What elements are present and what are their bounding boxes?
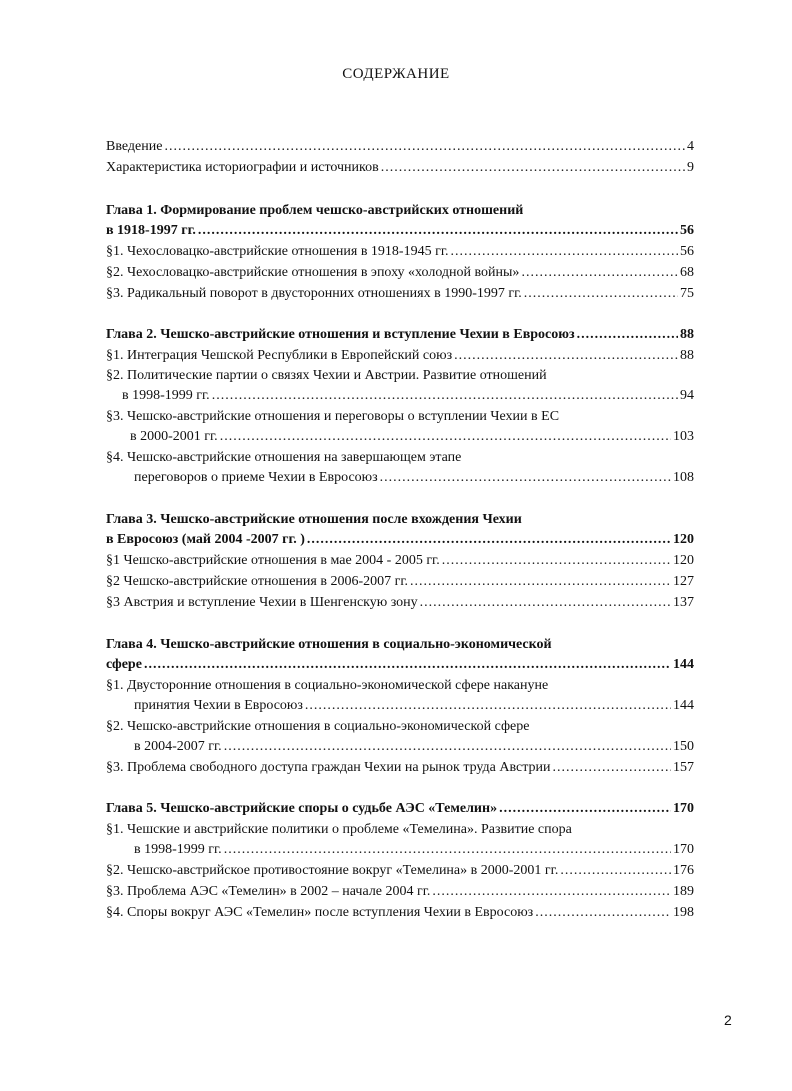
section-1-3[interactable] <box>106 285 694 303</box>
section-4-1-cont[interactable] <box>134 697 694 715</box>
chapter-1-heading-cont[interactable] <box>106 222 694 240</box>
section-page-number: 127 <box>673 574 694 589</box>
section-title: §2. Чешско-австрийское противостояние вокруг «Темелина» в 2000-2001 гг. <box>106 863 559 878</box>
chapter-page-number: 144 <box>673 657 694 672</box>
section-5-3[interactable] <box>106 883 694 901</box>
section-title-cont: в 2004-2007 гг. <box>134 739 222 754</box>
section-title-cont: переговоров о приеме Чехии в Евросоюз <box>134 470 378 485</box>
chapter-3-heading-cont[interactable] <box>106 531 694 549</box>
section-page-number: 170 <box>673 842 694 857</box>
toc-entry-text: Характеристика историографии и источников <box>106 160 379 175</box>
section-page-number: 94 <box>680 388 694 403</box>
section-page-number: 75 <box>680 286 694 301</box>
leader-dots <box>454 347 678 365</box>
section-title: §2. Чехословацко-австрийские отношения в эпоху «холодной войны» <box>106 265 520 280</box>
chapter-4-heading[interactable] <box>106 636 694 654</box>
section-page-number: 157 <box>673 760 694 775</box>
leader-dots <box>144 656 671 674</box>
section-title: §1. Двусторонние отношения в социально-экономической сфере накануне <box>106 678 549 693</box>
leader-dots <box>212 387 678 405</box>
section-5-1-cont[interactable] <box>134 841 694 859</box>
section-5-1[interactable] <box>106 821 694 839</box>
leader-dots <box>521 264 678 282</box>
section-page-number: 189 <box>673 884 694 899</box>
section-title-cont: в 1998-1999 гг. <box>122 388 210 403</box>
chapter-4-heading-cont[interactable] <box>106 656 694 674</box>
section-3-1[interactable] <box>106 552 694 570</box>
section-4-2[interactable] <box>106 718 694 736</box>
section-page-number: 198 <box>673 905 694 920</box>
section-3-3[interactable] <box>106 594 694 612</box>
chapter-2-heading[interactable] <box>106 326 694 344</box>
section-title: §2. Политические партии о связях Чехии и Австрии. Развитие отношений <box>106 368 547 383</box>
section-title: §1. Интеграция Чешской Республики в Европейский союз <box>106 348 453 363</box>
section-page-number: 88 <box>680 348 694 363</box>
chapter-title-cont: в 1918-1997 гг. <box>106 223 196 238</box>
leader-dots <box>164 138 685 156</box>
toc-entry-historiography[interactable] <box>106 159 694 177</box>
section-title: §3. Проблема АЭС «Темелин» в 2002 – начале 2004 гг. <box>106 884 431 899</box>
chapter-page-number: 170 <box>673 801 694 816</box>
leader-dots <box>432 883 671 901</box>
chapter-title-cont: в Евросоюз (май 2004 -2007 гг. ) <box>106 532 305 547</box>
section-title: §3. Проблема свободного доступа граждан Чехии на рынок труда Австрии <box>106 760 551 775</box>
section-page-number: 176 <box>673 863 694 878</box>
section-page-number: 108 <box>673 470 694 485</box>
chapter-title: Глава 5. Чешско-австрийские споры о судьбе АЭС «Темелин» <box>106 801 498 816</box>
leader-dots <box>220 428 671 446</box>
toc-entry-text: Введение <box>106 139 163 154</box>
section-2-4[interactable] <box>106 449 694 467</box>
section-2-3-cont[interactable] <box>130 428 694 446</box>
section-4-1[interactable] <box>106 677 694 695</box>
leader-dots <box>380 469 671 487</box>
leader-dots <box>499 800 671 818</box>
leader-dots <box>224 738 671 756</box>
section-title-cont: принятия Чехии в Евросоюз <box>134 698 303 713</box>
section-title-cont: в 2000-2001 гг. <box>130 429 218 444</box>
chapter-page-number: 88 <box>680 327 694 342</box>
section-title: §4. Споры вокруг АЭС «Темелин» после вступления Чехии в Евросоюз <box>106 905 534 920</box>
page-number: 2 <box>724 1012 732 1028</box>
chapter-1-heading[interactable] <box>106 202 694 220</box>
section-4-2-cont[interactable] <box>134 738 694 756</box>
section-page-number: 56 <box>680 244 694 259</box>
leader-dots <box>410 573 671 591</box>
section-4-3[interactable] <box>106 759 694 777</box>
section-2-1[interactable] <box>106 347 694 365</box>
section-title: §2 Чешско-австрийские отношения в 2006-2007 гг. <box>106 574 409 589</box>
section-2-2-cont[interactable] <box>122 387 694 405</box>
section-title: §1. Чешские и австрийские политики о проблеме «Темелина». Развитие спора <box>106 822 572 837</box>
leader-dots <box>198 222 678 240</box>
chapter-page-number: 56 <box>680 223 694 238</box>
section-page-number: 68 <box>680 265 694 280</box>
section-5-2[interactable] <box>106 862 694 880</box>
section-5-4[interactable] <box>106 904 694 922</box>
section-title: §4. Чешско-австрийские отношения на завершающем этапе <box>106 450 462 465</box>
section-1-1[interactable] <box>106 243 694 261</box>
section-page-number: 144 <box>673 698 694 713</box>
section-2-4-cont[interactable] <box>134 469 694 487</box>
section-page-number: 120 <box>673 553 694 568</box>
section-title-cont: в 1998-1999 гг. <box>134 842 222 857</box>
chapter-title: Глава 4. Чешско-австрийские отношения в социально-экономической <box>106 637 552 652</box>
section-page-number: 137 <box>673 595 694 610</box>
section-page-number: 150 <box>673 739 694 754</box>
leader-dots <box>420 594 671 612</box>
page-title: СОДЕРЖАНИЕ <box>342 66 450 82</box>
leader-dots <box>381 159 685 177</box>
section-page-number: 103 <box>673 429 694 444</box>
chapter-title-cont: сфере <box>106 657 142 672</box>
leader-dots <box>442 552 671 570</box>
section-title: §3 Австрия и вступление Чехии в Шенгенскую зону <box>106 595 418 610</box>
section-2-2[interactable] <box>106 367 694 385</box>
section-title: §3. Радикальный поворот в двусторонних отношениях в 1990-1997 гг. <box>106 286 522 301</box>
chapter-5-heading[interactable] <box>106 800 694 818</box>
chapter-title: Глава 3. Чешско-австрийские отношения после вхождения Чехии <box>106 512 522 527</box>
leader-dots <box>560 862 671 880</box>
leader-dots <box>307 531 671 549</box>
section-title: §1 Чешско-австрийские отношения в мае 2004 - 2005 гг. <box>106 553 440 568</box>
leader-dots <box>524 285 678 303</box>
toc-page-number: 9 <box>687 160 694 175</box>
leader-dots <box>224 841 671 859</box>
chapter-title: Глава 2. Чешско-австрийские отношения и вступление Чехии в Евросоюз <box>106 327 575 342</box>
leader-dots <box>451 243 678 261</box>
chapter-title: Глава 1. Формирование проблем чешско-австрийских отношений <box>106 203 524 218</box>
leader-dots <box>577 326 678 344</box>
section-title: §3. Чешско-австрийские отношения и переговоры о вступлении Чехии в ЕС <box>106 409 560 424</box>
toc-page-number: 4 <box>687 139 694 154</box>
section-title: §1. Чехословацко-австрийские отношения в 1918-1945 гг. <box>106 244 449 259</box>
section-1-2[interactable] <box>106 264 694 282</box>
chapter-page-number: 120 <box>673 532 694 547</box>
leader-dots <box>305 697 671 715</box>
leader-dots <box>553 759 671 777</box>
section-3-2[interactable] <box>106 573 694 591</box>
section-title: §2. Чешско-австрийские отношения в социально-экономической сфере <box>106 719 530 734</box>
toc-entry-intro[interactable] <box>106 138 694 156</box>
leader-dots <box>535 904 671 922</box>
section-2-3[interactable] <box>106 408 694 426</box>
chapter-3-heading[interactable] <box>106 511 694 529</box>
